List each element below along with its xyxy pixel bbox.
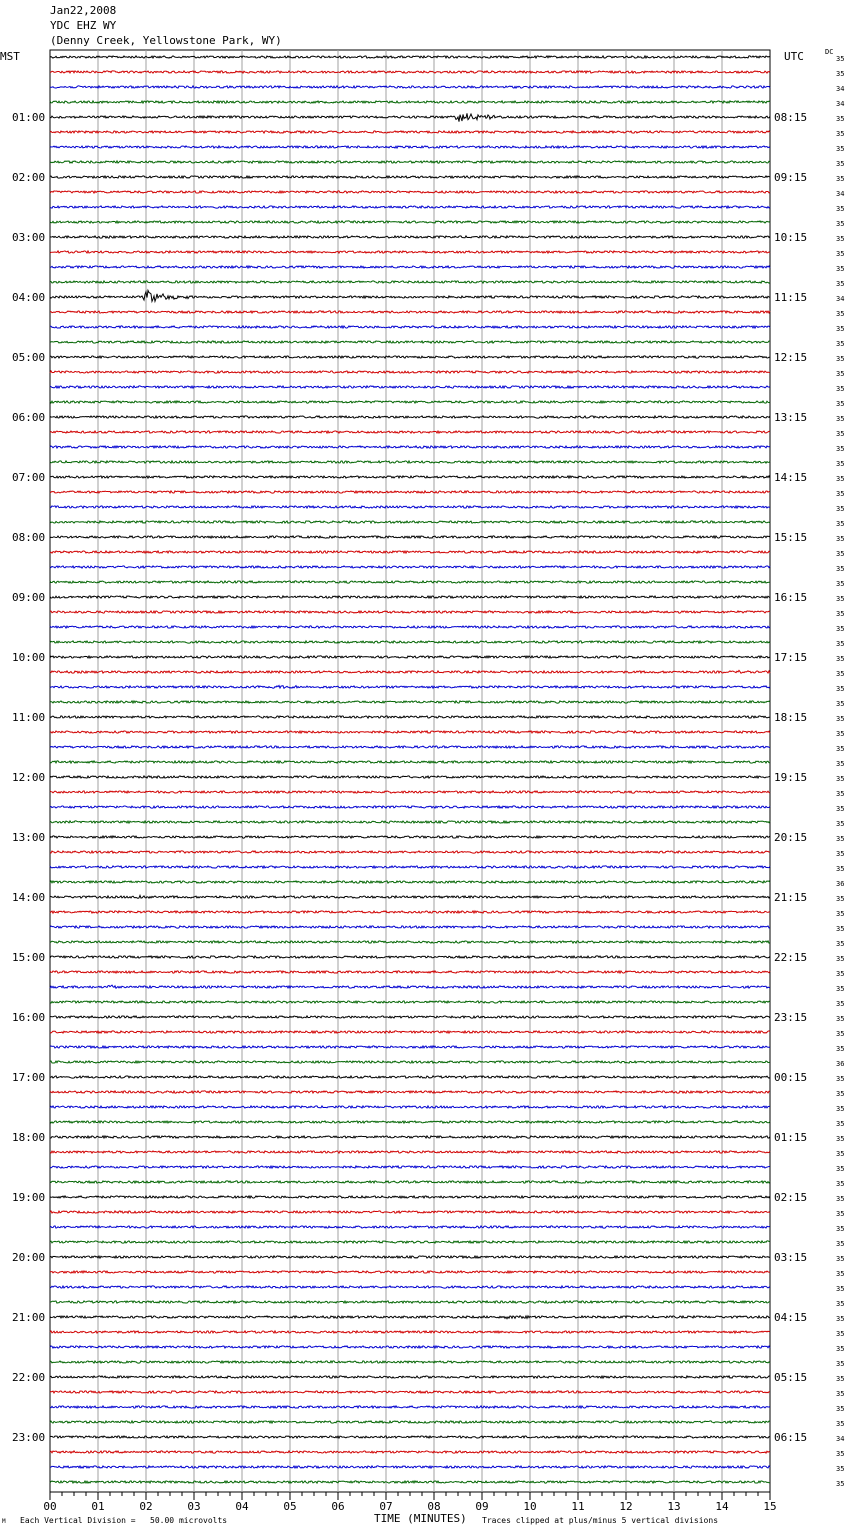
right-hour-label: 11:15 xyxy=(774,291,808,304)
seismic-trace xyxy=(50,461,770,463)
station-label: YDC EHZ WY xyxy=(50,19,117,32)
seismic-trace xyxy=(50,701,770,703)
dc-offset-label: 35 xyxy=(836,925,845,933)
dc-offset-label: 35 xyxy=(836,1015,845,1023)
seismic-trace xyxy=(50,311,770,313)
dc-offset-label: 35 xyxy=(836,910,845,918)
seismic-trace xyxy=(50,536,770,538)
dc-offset-label: 35 xyxy=(836,670,845,678)
x-tick-label: 01 xyxy=(91,1500,105,1513)
x-tick-label: 14 xyxy=(715,1500,729,1513)
dc-offset-label: 36 xyxy=(836,880,845,888)
dc-offset-label: 35 xyxy=(836,1180,845,1188)
dc-offset-label: 35 xyxy=(836,865,845,873)
dc-offset-label: 35 xyxy=(836,55,845,63)
right-hour-label: 19:15 xyxy=(774,771,808,784)
x-tick-label: 08 xyxy=(427,1500,441,1513)
right-hour-label: 05:15 xyxy=(774,1371,808,1384)
seismic-trace xyxy=(50,1016,770,1018)
seismic-trace xyxy=(50,356,770,358)
dc-offset-label: 35 xyxy=(836,460,845,468)
seismic-trace xyxy=(50,176,770,178)
right-hour-label: 04:15 xyxy=(774,1311,808,1324)
seismic-trace xyxy=(50,1136,770,1138)
x-tick-label: 15 xyxy=(763,1500,777,1513)
seismic-trace xyxy=(50,341,770,343)
left-hour-label: 17:00 xyxy=(12,1071,46,1084)
dc-offset-label: 35 xyxy=(836,715,845,723)
dc-offset-label: 35 xyxy=(836,685,845,693)
seismic-trace xyxy=(50,626,770,628)
seismic-trace xyxy=(50,761,770,763)
dc-offset-label: 35 xyxy=(836,1330,845,1338)
seismic-trace xyxy=(50,895,770,898)
seismic-trace xyxy=(50,446,770,448)
seismic-trace xyxy=(50,1376,770,1378)
seismic-trace xyxy=(50,1001,770,1003)
dc-offset-label: 35 xyxy=(836,325,845,333)
dc-offset-label: 35 xyxy=(836,145,845,153)
right-hour-label: 01:15 xyxy=(774,1131,808,1144)
seismic-trace xyxy=(50,1106,770,1108)
dc-offset-label: 35 xyxy=(836,445,845,453)
left-hour-label: 05:00 xyxy=(12,351,46,364)
dc-offset-label: 35 xyxy=(836,655,845,663)
dc-offset-label: 35 xyxy=(836,1150,845,1158)
seismic-trace xyxy=(50,206,770,208)
seismic-trace xyxy=(50,1421,770,1423)
dc-offset-label: 35 xyxy=(836,640,845,648)
x-tick-label: 12 xyxy=(619,1500,633,1513)
seismic-trace xyxy=(50,101,770,103)
seismic-trace xyxy=(50,746,770,748)
right-hour-label: 12:15 xyxy=(774,351,808,364)
x-tick-label: 04 xyxy=(235,1500,249,1513)
seismic-trace xyxy=(50,1196,770,1198)
dc-offset-label: 35 xyxy=(836,760,845,768)
dc-offset-label: 35 xyxy=(836,820,845,828)
seismic-trace xyxy=(50,1046,770,1048)
dc-offset-label: 36 xyxy=(836,1060,845,1068)
dc-offset-label: 35 xyxy=(836,580,845,588)
seismic-trace xyxy=(50,1361,770,1363)
dc-offset-label: 35 xyxy=(836,775,845,783)
left-timezone-label: MST xyxy=(0,50,20,63)
dc-offset-label: 35 xyxy=(836,940,845,948)
right-hour-label: 22:15 xyxy=(774,951,808,964)
dc-label: DC xyxy=(825,48,834,56)
dc-offset-label: 35 xyxy=(836,1465,845,1473)
seismic-trace xyxy=(50,290,770,301)
seismic-trace xyxy=(50,1271,770,1273)
seismic-trace xyxy=(50,731,770,733)
left-hour-label: 08:00 xyxy=(12,531,46,544)
dc-offset-label: 35 xyxy=(836,1270,845,1278)
left-hour-label: 13:00 xyxy=(12,831,46,844)
x-axis-title: TIME (MINUTES) xyxy=(374,1512,467,1525)
left-hour-label: 11:00 xyxy=(12,711,46,724)
right-hour-label: 17:15 xyxy=(774,651,808,664)
dc-offset-label: 35 xyxy=(836,1345,845,1353)
dc-offset-label: 35 xyxy=(836,610,845,618)
seismic-trace xyxy=(50,1481,770,1483)
dc-offset-label: 35 xyxy=(836,1120,845,1128)
seismic-trace xyxy=(50,521,770,523)
left-hour-label: 18:00 xyxy=(12,1131,46,1144)
dc-offset-label: 35 xyxy=(836,550,845,558)
left-hour-label: 21:00 xyxy=(12,1311,46,1324)
seismic-trace xyxy=(50,821,770,823)
left-hour-label: 14:00 xyxy=(12,891,46,904)
seismic-trace xyxy=(50,1061,770,1063)
dc-offset-label: 34 xyxy=(836,295,845,303)
x-tick-label: 03 xyxy=(187,1500,201,1513)
seismic-trace xyxy=(50,1301,770,1303)
dc-offset-label: 35 xyxy=(836,1075,845,1083)
dc-offset-label: 34 xyxy=(836,190,845,198)
x-tick-label: 06 xyxy=(331,1500,345,1513)
seismic-trace xyxy=(50,1256,770,1258)
x-tick-label: 00 xyxy=(43,1500,57,1513)
left-hour-label: 15:00 xyxy=(12,951,46,964)
dc-offset-label: 35 xyxy=(836,70,845,78)
dc-offset-label: 35 xyxy=(836,805,845,813)
x-tick-label: 13 xyxy=(667,1500,681,1513)
seismic-trace xyxy=(50,566,770,568)
seismic-trace xyxy=(50,1466,770,1468)
dc-offset-label: 35 xyxy=(836,625,845,633)
seismic-trace xyxy=(50,1121,770,1123)
seismic-trace xyxy=(50,326,770,328)
seismic-trace xyxy=(50,266,770,268)
left-hour-label: 16:00 xyxy=(12,1011,46,1024)
seismic-trace xyxy=(50,911,770,913)
seismic-trace xyxy=(50,1346,770,1348)
seismic-trace xyxy=(50,956,770,958)
seismic-trace xyxy=(50,491,770,493)
right-hour-label: 13:15 xyxy=(774,411,808,424)
dc-offset-label: 35 xyxy=(836,355,845,363)
seismic-trace xyxy=(50,1331,770,1333)
seismic-trace xyxy=(50,146,770,148)
right-hour-label: 08:15 xyxy=(774,111,808,124)
right-hour-label: 02:15 xyxy=(774,1191,808,1204)
left-hour-label: 01:00 xyxy=(12,111,46,124)
left-hour-label: 23:00 xyxy=(12,1431,46,1444)
dc-offset-label: 35 xyxy=(836,1165,845,1173)
dc-offset-label: 35 xyxy=(836,505,845,513)
dc-offset-label: 35 xyxy=(836,490,845,498)
dc-offset-label: 35 xyxy=(836,850,845,858)
x-tick-label: 09 xyxy=(475,1500,489,1513)
right-timezone-label: UTC xyxy=(784,50,804,63)
seismic-trace xyxy=(50,386,770,388)
seismic-trace xyxy=(50,971,770,973)
dc-offset-label: 35 xyxy=(836,1105,845,1113)
seismic-trace xyxy=(50,281,770,283)
right-hour-label: 06:15 xyxy=(774,1431,808,1444)
dc-offset-label: 35 xyxy=(836,160,845,168)
location-label: (Denny Creek, Yellowstone Park, WY) xyxy=(50,34,282,47)
dc-offset-label: 35 xyxy=(836,205,845,213)
seismic-trace xyxy=(50,716,770,718)
dc-offset-label: 35 xyxy=(836,220,845,228)
dc-offset-label: 35 xyxy=(836,730,845,738)
dc-offset-label: 35 xyxy=(836,1360,845,1368)
dc-offset-label: 35 xyxy=(836,970,845,978)
left-hour-label: 02:00 xyxy=(12,171,46,184)
left-hour-label: 22:00 xyxy=(12,1371,46,1384)
seismic-trace xyxy=(50,1436,770,1438)
seismic-trace xyxy=(50,866,770,868)
dc-offset-label: 34 xyxy=(836,85,845,93)
seismic-trace xyxy=(50,611,770,613)
dc-offset-label: 35 xyxy=(836,415,845,423)
seismic-trace xyxy=(50,371,770,373)
right-hour-label: 20:15 xyxy=(774,831,808,844)
seismic-trace xyxy=(50,806,770,808)
seismic-trace xyxy=(50,776,770,778)
date-label: Jan22,2008 xyxy=(50,4,117,17)
seismic-trace xyxy=(50,191,770,193)
dc-offset-label: 35 xyxy=(836,235,845,243)
right-hour-label: 03:15 xyxy=(774,1251,808,1264)
seismic-trace xyxy=(50,1226,770,1228)
right-hour-label: 21:15 xyxy=(774,891,808,904)
seismic-trace xyxy=(50,1451,770,1453)
seismic-trace xyxy=(50,131,770,133)
seismic-trace xyxy=(50,985,770,988)
dc-offset-label: 35 xyxy=(836,115,845,123)
seismic-trace xyxy=(50,1241,770,1243)
dc-offset-label: 35 xyxy=(836,565,845,573)
left-hour-label: 19:00 xyxy=(12,1191,46,1204)
dc-offset-label: 35 xyxy=(836,1390,845,1398)
dc-offset-label: 35 xyxy=(836,130,845,138)
dc-offset-label: 35 xyxy=(836,835,845,843)
seismic-trace xyxy=(50,416,770,418)
left-hour-label: 07:00 xyxy=(12,471,46,484)
right-hour-label: 18:15 xyxy=(774,711,808,724)
dc-offset-label: 35 xyxy=(836,745,845,753)
dc-offset-label: 35 xyxy=(836,1045,845,1053)
dc-offset-label: 35 xyxy=(836,175,845,183)
seismic-trace xyxy=(50,836,770,838)
seismic-trace xyxy=(50,641,770,643)
seismic-trace xyxy=(50,686,770,689)
seismic-trace xyxy=(50,431,770,433)
seismic-trace xyxy=(50,656,770,658)
dc-offset-label: 35 xyxy=(836,595,845,603)
seismic-trace xyxy=(50,1151,770,1153)
seismic-trace xyxy=(50,551,770,553)
seismic-trace xyxy=(50,401,770,403)
dc-offset-label: 35 xyxy=(836,1195,845,1203)
seismic-trace xyxy=(50,1166,770,1168)
seismic-trace xyxy=(50,1031,770,1033)
dc-offset-label: 35 xyxy=(836,1405,845,1413)
seismic-trace xyxy=(50,86,770,88)
right-hour-label: 23:15 xyxy=(774,1011,808,1024)
dc-offset-label: 35 xyxy=(836,1285,845,1293)
dc-offset-label: 35 xyxy=(836,790,845,798)
dc-offset-label: 35 xyxy=(836,1240,845,1248)
seismic-trace xyxy=(50,506,770,508)
left-hour-label: 09:00 xyxy=(12,591,46,604)
right-hour-label: 00:15 xyxy=(774,1071,808,1084)
dc-offset-label: 35 xyxy=(836,265,845,273)
footer-mark: M xyxy=(2,1518,6,1525)
dc-offset-label: 35 xyxy=(836,895,845,903)
seismic-trace xyxy=(50,1316,770,1319)
dc-offset-label: 35 xyxy=(836,1135,845,1143)
dc-offset-label: 35 xyxy=(836,535,845,543)
seismic-trace xyxy=(50,1181,770,1183)
seismic-trace xyxy=(50,236,770,238)
seismic-trace xyxy=(50,791,770,793)
dc-offset-label: 35 xyxy=(836,370,845,378)
scale-note: Each Vertical Division = 50.00 microvolts xyxy=(20,1516,228,1525)
dc-offset-label: 35 xyxy=(836,1450,845,1458)
dc-offset-label: 35 xyxy=(836,520,845,528)
seismic-trace xyxy=(50,1211,770,1213)
seismic-trace xyxy=(50,56,770,58)
clip-note: Traces clipped at plus/minus 5 vertical divisions xyxy=(482,1516,719,1525)
dc-offset-label: 35 xyxy=(836,250,845,258)
dc-offset-label: 35 xyxy=(836,1375,845,1383)
dc-offset-label: 35 xyxy=(836,700,845,708)
seismic-trace xyxy=(50,1406,770,1408)
dc-offset-label: 35 xyxy=(836,340,845,348)
seismic-trace xyxy=(50,596,770,598)
left-hour-label: 06:00 xyxy=(12,411,46,424)
seismic-trace xyxy=(50,851,770,853)
seismic-trace xyxy=(50,1391,770,1393)
seismic-trace xyxy=(50,670,770,673)
right-hour-label: 10:15 xyxy=(774,231,808,244)
dc-offset-label: 35 xyxy=(836,280,845,288)
seismic-trace xyxy=(50,251,770,253)
dc-offset-label: 35 xyxy=(836,1255,845,1263)
seismic-trace xyxy=(50,476,770,478)
dc-offset-label: 35 xyxy=(836,475,845,483)
dc-offset-label: 35 xyxy=(836,1315,845,1323)
dc-offset-label: 35 xyxy=(836,1030,845,1038)
right-hour-label: 14:15 xyxy=(774,471,808,484)
seismic-trace xyxy=(50,71,770,73)
seismic-trace xyxy=(50,1076,770,1078)
left-hour-label: 12:00 xyxy=(12,771,46,784)
dc-offset-label: 35 xyxy=(836,1090,845,1098)
dc-offset-label: 35 xyxy=(836,985,845,993)
left-hour-label: 20:00 xyxy=(12,1251,46,1264)
dc-offset-label: 35 xyxy=(836,1210,845,1218)
dc-offset-label: 35 xyxy=(836,1225,845,1233)
seismic-trace xyxy=(50,1091,770,1093)
dc-offset-label: 35 xyxy=(836,1420,845,1428)
seismic-trace xyxy=(50,581,770,583)
left-hour-label: 03:00 xyxy=(12,231,46,244)
dc-offset-label: 34 xyxy=(836,1435,845,1443)
seismic-trace xyxy=(50,941,770,943)
dc-offset-label: 35 xyxy=(836,1480,845,1488)
right-hour-label: 15:15 xyxy=(774,531,808,544)
dc-offset-label: 35 xyxy=(836,955,845,963)
x-tick-label: 11 xyxy=(571,1500,585,1513)
seismic-trace xyxy=(50,1286,770,1288)
dc-offset-label: 35 xyxy=(836,385,845,393)
dc-offset-label: 35 xyxy=(836,1300,845,1308)
right-hour-label: 16:15 xyxy=(774,591,808,604)
x-tick-label: 07 xyxy=(379,1500,393,1513)
seismic-trace xyxy=(50,161,770,163)
x-tick-label: 05 xyxy=(283,1500,297,1513)
dc-offset-label: 35 xyxy=(836,400,845,408)
seismic-trace xyxy=(50,113,770,121)
left-hour-label: 04:00 xyxy=(12,291,46,304)
seismic-trace xyxy=(50,221,770,223)
right-hour-label: 09:15 xyxy=(774,171,808,184)
x-tick-label: 02 xyxy=(139,1500,153,1513)
left-hour-label: 10:00 xyxy=(12,651,46,664)
dc-offset-label: 34 xyxy=(836,100,845,108)
dc-offset-label: 35 xyxy=(836,1000,845,1008)
x-tick-label: 10 xyxy=(523,1500,537,1513)
dc-offset-label: 35 xyxy=(836,310,845,318)
dc-offset-label: 35 xyxy=(836,430,845,438)
seismic-trace xyxy=(50,881,770,883)
seismic-trace xyxy=(50,926,770,928)
